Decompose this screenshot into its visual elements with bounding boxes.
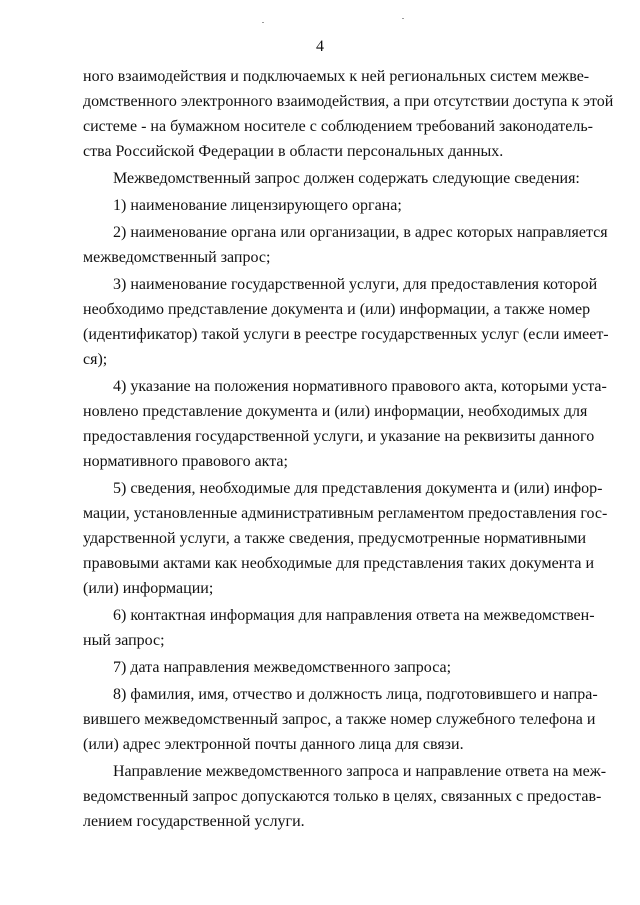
paragraph: [83, 166, 585, 191]
text-line: предоставления государственной услуги, и указание на реквизиты данного: [83, 428, 595, 445]
text-line: новлено представление документа и (или) информации, необходимых для: [83, 403, 588, 420]
text-line: (идентификатор) такой услуги в реестре государственных услуг (если имеет-: [83, 326, 609, 343]
text-line: Направление межведомственного запроса и направление ответа на меж-: [113, 763, 607, 780]
paragraph: [83, 272, 609, 372]
text-line: ства Российской Федерации в области персональных данных.: [83, 143, 504, 160]
paragraph: [83, 193, 585, 218]
text-line: мации, установленные административным регламентом предоставления гос-: [83, 505, 608, 522]
text-line: (или) информации;: [83, 580, 214, 597]
paragraph: [83, 220, 608, 270]
scan-speck: [262, 22, 264, 23]
paragraph: [83, 476, 608, 601]
text-line: 4) указание на положения нормативного правового акта, которыми уста-: [113, 378, 607, 395]
text-line: межведомственный запрос;: [83, 249, 271, 266]
paragraph: [83, 374, 607, 474]
text-line: ный запрос;: [83, 632, 165, 649]
scan-speck: [402, 18, 404, 19]
paragraph: [83, 64, 614, 164]
text-line: системе - на бумажном носителе с соблюдением требований законодатель-: [83, 118, 593, 135]
page-number: 4: [316, 38, 324, 55]
text-line: правовыми актами как необходимые для представления таких документа и: [83, 555, 595, 572]
text-line: 5) сведения, необходимые для представления документа и (или) инфор-: [113, 480, 603, 497]
document-body: [83, 64, 614, 836]
text-line: 1) наименование лицензирующего органа;: [113, 197, 402, 214]
text-line: 6) контактная информация для направления ответа на межведомствен-: [113, 607, 595, 624]
text-line: лением государственной услуги.: [83, 813, 305, 830]
text-line: ся);: [83, 351, 108, 368]
text-line: 7) дата направления межведомственного запроса;: [113, 659, 452, 676]
text-line: ного взаимодействия и подключаемых к ней региональных систем межве-: [83, 68, 590, 85]
text-line: вившего межведомственный запрос, а также номер служебного телефона и: [83, 711, 596, 728]
paragraph: [83, 603, 595, 653]
paragraph: [83, 759, 607, 834]
text-line: домственного электронного взаимодействия, а при отсутствии доступа к этой: [83, 93, 614, 110]
text-line: (или) адрес электронной почты данного лица для связи.: [83, 736, 464, 753]
text-line: 2) наименование органа или организации, в адрес которых направляется: [113, 224, 608, 241]
paragraph: [83, 655, 585, 680]
text-line: ведомственный запрос допускаются только в целях, связанных с предостав-: [83, 788, 602, 805]
text-line: необходимо представление документа и (или) информации, а также номер: [83, 301, 591, 318]
text-line: нормативного правового акта;: [83, 453, 288, 470]
text-line: 8) фамилия, имя, отчество и должность лица, подготовившего и напра-: [113, 686, 598, 703]
text-line: 3) наименование государственной услуги, для предоставления которой: [113, 276, 598, 293]
text-line: Межведомственный запрос должен содержать следующие сведения:: [113, 170, 580, 187]
text-line: ударственной услуги, а также сведения, предусмотренные нормативными: [83, 530, 587, 547]
paragraph: [83, 682, 598, 757]
